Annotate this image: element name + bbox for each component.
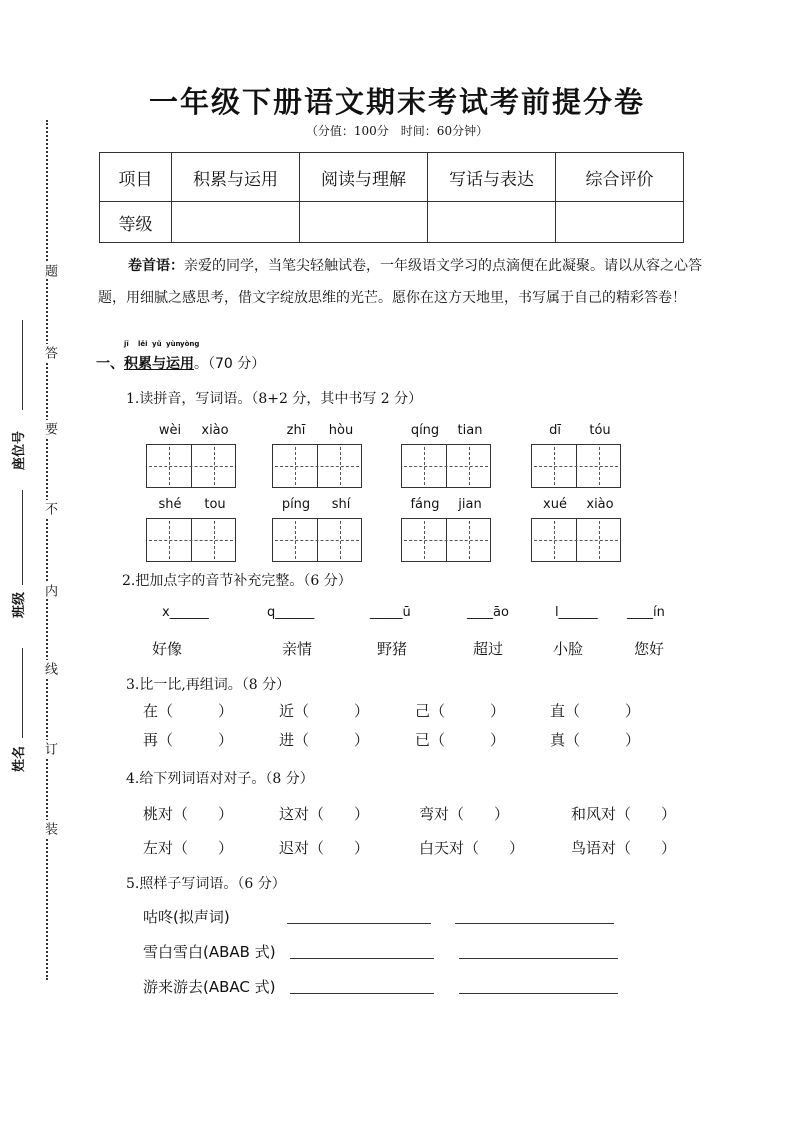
q2-syllable-blank[interactable]: q______ [267,605,315,620]
q3-compare-item[interactable]: 在（ ） [143,702,234,720]
q4-couplet-item[interactable]: 这对（ ） [279,805,370,823]
q5-answer-line[interactable] [290,993,434,994]
grid-guide [295,447,296,485]
seal-char: 不 [42,502,57,515]
section1-char [166,340,181,373]
section1-pinyin: jī [124,340,129,348]
seal-char: 答 [42,346,57,359]
section1-hanzi: 积 [124,356,138,372]
seal-char: 装 [42,822,57,835]
tianzige-grid[interactable] [146,444,236,488]
q5-example-word: 雪白雪白(ABAB 式) [143,943,276,961]
exam-title: 一年级下册语文期末考试考前提分卷 [148,85,645,119]
section1-hanzi: 与 [152,356,166,372]
q5-example-word: 游来游去(ABAC 式) [143,978,276,996]
grid-guide [340,447,341,485]
q1-pinyin: hòu [328,423,354,438]
grid-guide [275,540,359,541]
seal-char: 题 [42,264,57,277]
intro-lead: 卷首语： [128,258,184,274]
binding-dotted-line [46,120,48,980]
q2-word: 小脸 [553,640,584,658]
tianzige-grid[interactable] [531,518,621,562]
grid-guide [169,521,170,559]
tianzige-grid[interactable] [146,518,236,562]
q1-pinyin: dī [549,423,561,438]
q3-compare-item[interactable]: 近（ ） [279,702,370,720]
q1-pinyin: qíng [410,423,440,438]
q2-syllable-blank[interactable]: x______ [162,605,209,620]
score-header-item: 项目 [100,153,172,202]
q2-syllable-blank[interactable]: ____āo [467,605,509,620]
q5-example-word: 咕咚(拟声词) [143,908,230,926]
q2-label: 2.把加点字的音节补充完整。（6 分） [122,573,352,589]
q1-pinyin: jian [458,497,482,512]
q2-word: 亲情 [282,640,313,658]
name-underline [22,648,23,738]
q2-word: 您好 [634,640,665,658]
tianzige-grid[interactable] [401,444,491,488]
q2-syllable-blank[interactable]: l______ [555,605,598,620]
q1-pinyin: tou [204,497,226,512]
q4-label: 4.给下列词语对对子。（8 分） [126,771,314,787]
q1-pinyin: zhī [286,423,306,438]
score-header-reading: 阅读与理解 [300,153,428,202]
grid-guide [469,447,470,485]
q3-compare-item[interactable]: 进（ ） [279,731,370,749]
q2-word: 好像 [152,640,183,658]
score-cell[interactable] [172,202,300,243]
score-grade-label: 等级 [100,202,172,243]
q3-compare-item[interactable]: 已（ ） [415,731,506,749]
q1-label: 1.读拼音，写词语。（8+2 分，其中书写 2 分） [126,391,423,407]
q1-pinyin: píng [281,497,311,512]
score-header-accumulation: 积累与运用 [172,153,300,202]
class-label: 班级 [12,591,27,618]
seal-char: 要 [42,422,57,435]
q5-label: 5.照样子写词语。（6 分） [126,876,286,892]
grid-guide [554,447,555,485]
tianzige-grid[interactable] [531,444,621,488]
q4-couplet-item[interactable]: 迟对（ ） [279,839,370,857]
q5-answer-line[interactable] [287,923,431,924]
grid-guide [469,521,470,559]
section1-pinyin: yùn [166,340,181,348]
q2-syllable-blank[interactable]: ____ín [627,605,665,620]
q5-answer-line[interactable] [290,958,434,959]
section1-char [152,340,166,373]
q4-couplet-item[interactable]: 弯对（ ） [419,805,510,823]
q3-label: 3.比一比,再组词。（8 分） [126,677,291,693]
q5-answer-line[interactable] [459,958,618,959]
seat-label: 座位号 [12,430,27,470]
q1-pinyin: shé [158,497,182,512]
grid-guide [534,466,618,467]
grid-guide [149,540,233,541]
grid-guide [169,447,170,485]
score-cell[interactable] [300,202,428,243]
q5-answer-line[interactable] [455,923,614,924]
grid-guide [554,521,555,559]
q3-compare-item[interactable]: 直（ ） [550,702,641,720]
q4-couplet-item[interactable]: 桃对（ ） [143,805,234,823]
score-header-overall: 综合评价 [556,153,684,202]
intro-paragraph [98,250,708,314]
section1-hanzi: 累 [138,356,152,372]
q1-pinyin: tóu [589,423,611,438]
section1-suffix: 。（70 分） [194,356,266,372]
grid-guide [534,540,618,541]
grid-guide [295,521,296,559]
section1-prefix: 一、 [96,356,124,372]
grid-guide [214,447,215,485]
section1-heading [96,340,266,373]
q1-pinyin: xiào [201,423,229,438]
score-header-writing: 写话与表达 [428,153,556,202]
section1-hanzi: 用 [180,356,194,372]
grid-guide [275,466,359,467]
intro-text: 亲爱的同学，当笔尖轻触试卷，一年级语文学习的点滴便在此凝聚。请以从容之心答题，用细腻之感思考，借文字绽放思维的光芒。愿你在这方天地里，书写属于自己的精彩答卷！ [98,258,702,306]
seat-underline [22,320,23,410]
seal-char: 内 [42,584,57,597]
exam-subtitle: （分值：100分 时间：60分钟） [305,124,489,138]
grid-guide [340,521,341,559]
q2-syllable-blank[interactable]: _____ū [370,605,411,620]
q1-pinyin: xiào [586,497,614,512]
q4-couplet-item[interactable]: 白天对（ ） [419,839,525,857]
seal-char: 订 [42,742,57,755]
q2-word: 超过 [473,640,504,658]
grid-guide [214,521,215,559]
score-table [99,152,684,243]
q2-word: 野猪 [377,640,408,658]
grid-guide [404,540,488,541]
grid-guide [404,466,488,467]
grid-guide [424,521,425,559]
q4-couplet-item[interactable]: 左对（ ） [143,839,234,857]
q3-compare-item[interactable]: 真（ ） [550,731,641,749]
q1-pinyin: fáng [410,497,440,512]
q3-compare-item[interactable]: 再（ ） [143,731,234,749]
q3-compare-item[interactable]: 己（ ） [415,702,506,720]
tianzige-grid[interactable] [401,518,491,562]
grid-guide [599,521,600,559]
q1-pinyin: shí [331,497,351,512]
q4-couplet-item[interactable]: 和风对（ ） [571,805,677,823]
q4-couplet-item[interactable]: 鸟语对（ ） [571,839,677,857]
grid-guide [149,466,233,467]
grid-guide [424,447,425,485]
section1-pinyin: lěi [138,340,148,348]
score-cell[interactable] [556,202,684,243]
q1-pinyin: wèi [158,423,182,438]
seal-char: 线 [42,662,57,675]
section1-pinyin: yòng [180,340,200,348]
section1-pinyin: yǔ [152,340,162,348]
grid-guide [599,447,600,485]
section1-char [180,340,200,373]
section1-hanzi: 运 [166,356,180,372]
score-cell[interactable] [428,202,556,243]
tianzige-grid[interactable] [272,518,362,562]
q1-pinyin: tian [457,423,483,438]
name-label: 姓名 [12,745,27,772]
section1-char [138,340,152,373]
q1-pinyin: xué [543,497,567,512]
tianzige-grid[interactable] [272,444,362,488]
q5-answer-line[interactable] [459,993,618,994]
section1-char [124,340,138,373]
class-underline [22,490,23,585]
